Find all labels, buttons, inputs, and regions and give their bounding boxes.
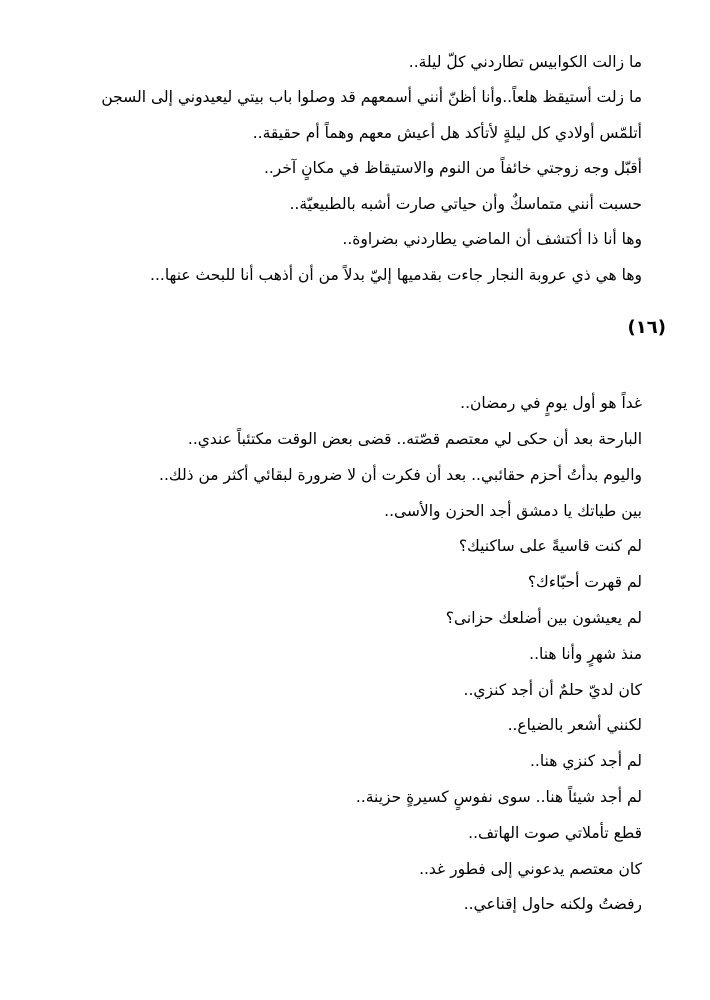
- text-line: أتلمّس أولادي كل ليلةٍ لأتأكد هل أعيش معهم وهماً أم حقيقة..: [252, 124, 642, 142]
- text-line: لم يعيشون بين أضلعك حزانى؟: [445, 609, 642, 627]
- text-line: وها هي ذي عروبة النجار جاءت بقدميها إليّ بدلاً من أن أذهب أنا للبحث عنها...: [150, 266, 642, 284]
- text-line: أقبّل وجه زوجتي خائفاً من النوم والاستيقاظ في مكانٍ آخر..: [263, 159, 642, 177]
- text-line: منذ شهرٍ وأنا هنا..: [529, 645, 642, 663]
- text-line: ما زالت الكوابيس تطاردني كلّ ليلة..: [408, 53, 642, 71]
- text-line: رفضتُ ولكنه حاول إقناعي..: [463, 895, 642, 913]
- text-line: حسبت أنني متماسكٌ وأن حياتي صارت أشبه بالطبيعيّة..: [289, 195, 642, 213]
- text-line: قطع تأملاتي صوت الهاتف..: [468, 824, 642, 842]
- chapter-number: (١٦): [627, 317, 666, 338]
- text-line: كان لديّ حلمٌ أن أجد كنزي..: [463, 681, 642, 699]
- text-line: لم كنت قاسيةً على ساكنيك؟: [458, 537, 642, 555]
- text-line: ما زلت أستيقظ هلعاً..وأنا أظنّ أنني أسمعهم قد وصلوا باب بيتي ليعيدوني إلى السجن: [101, 88, 642, 106]
- text-line: لم أجد شيئاً هنا.. سوى نفوسٍ كسيرةٍ حزينة..: [355, 788, 642, 806]
- text-line: بين طياتك يا دمشق أجد الحزن والأسى..: [384, 502, 642, 520]
- text-line: وها أنا ذا أكتشف أن الماضي يطاردني بضراوة..: [342, 230, 642, 248]
- text-line: لم قهرت أحبّاءك؟: [527, 573, 642, 591]
- text-line: لم أجد كنزي هنا..: [529, 752, 642, 770]
- text-line: غداً هو أول يومٍ في رمضان..: [460, 394, 642, 412]
- text-line: لكنني أشعر بالضياع..: [507, 716, 642, 734]
- text-line: البارحة بعد أن حكى لي معتصم قصّته.. قضى بعض الوقت مكتئباً عندي..: [187, 430, 642, 448]
- text-line: واليوم بدأتُ أحزم حقائبي.. بعد أن فكرت أن لا ضرورة لبقائي أكثر من ذلك..: [159, 466, 642, 484]
- text-line: كان معتصم يدعوني إلى فطور غد..: [419, 860, 642, 878]
